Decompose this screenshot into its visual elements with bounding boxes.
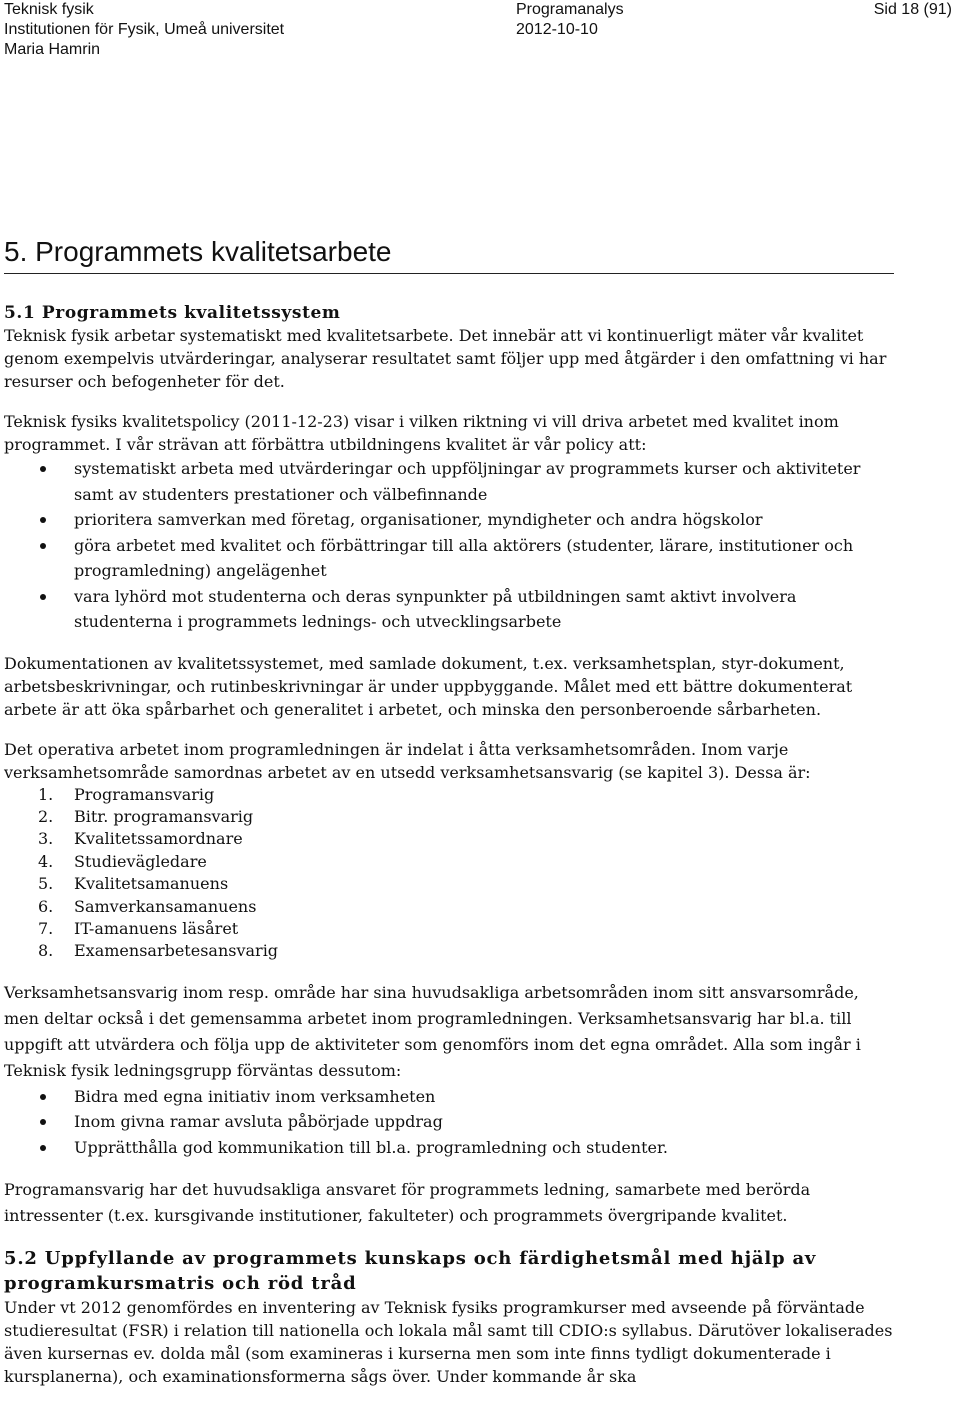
roles-list xyxy=(4,784,894,963)
paragraph: Under vt 2012 genomfördes en inventering av Teknisk fysiks programkurser med avseende på förväntade studieresultat (FSR) i relation till nationella och lokala mål samt till CDIO:s syllabus. Därutöver lokaliserades även kursernas ev. dolda mål (som examineras i kurserna men som inte finns tydligt dokumenterade i kursplanerna), och examinationsformerna sågs över. Under kommande år ska xyxy=(4,1298,893,1387)
list-item: Inom givna ramar avsluta påbörjade uppdrag xyxy=(4,1109,894,1135)
bullet-icon xyxy=(40,1119,46,1125)
duties-list xyxy=(4,1084,894,1161)
list-item: göra arbetet med kvalitet och förbättringar till alla aktörers (studenter, lärare, institutioner och programledning) angelägenhet xyxy=(4,533,894,584)
list-item: vara lyhörd mot studenterna och deras synpunkter på utbildningen samt aktivt involvera studenterna i programmets lednings- och utvecklingsarbete xyxy=(4,584,894,635)
chapter-title: 5. Programmets kvalitetsarbete xyxy=(4,234,894,274)
list-item: Bidra med egna initiativ inom verksamheten xyxy=(4,1084,894,1110)
page-body xyxy=(4,302,894,1388)
header-page-number: Sid 18 (91) xyxy=(873,1,952,18)
bullet-icon xyxy=(40,517,46,523)
bullet-icon xyxy=(40,594,46,600)
header-author: Maria Hamrin xyxy=(4,41,101,58)
header-program: Teknisk fysik xyxy=(4,1,94,18)
header-left xyxy=(4,0,284,60)
list-item: 7. IT-amanuens läsåret xyxy=(38,918,239,938)
header-doc-title: Programanalys xyxy=(516,1,624,18)
list-item: 6. Samverkansamanuens xyxy=(38,896,257,916)
bullet-icon xyxy=(40,543,46,549)
header-department: Institutionen för Fysik, Umeå universitet xyxy=(4,21,285,38)
list-item: 4. Studievägledare xyxy=(38,851,207,871)
list-item: prioritera samverkan med företag, organisationer, myndigheter och andra högskolor xyxy=(4,507,894,533)
bullet-icon xyxy=(40,1094,46,1100)
paragraph: Programansvarig har det huvudsakliga ansvaret för programmets ledning, samarbete med berörda intressenter (t.ex. kursgivande institutioner, fakulteter) och programmets övergripande kvalitet. xyxy=(4,1180,811,1226)
paragraph: Dokumentationen av kvalitetssystemet, med samlade dokument, t.ex. verksamhetsplan, styr-dokument, arbetsbeskrivningar, och rutinbeskrivningar är under uppbyggande. Målet med ett bättre dokumenterat arbete är att öka spårbarhet och generalitet i arbetet, och minska den personberoende sårbarheten. xyxy=(4,653,853,719)
list-item: 2. Bitr. programansvarig xyxy=(38,806,254,826)
header-date: 2012-10-10 xyxy=(516,21,598,38)
paragraph: Teknisk fysik arbetar systematiskt med kvalitetsarbete. Det innebär att vi kontinuerligt mäter vår kvalitet genom exempelvis utvärderingar, analyserar resultatet samt följer upp med åtgärder i den omfattning vi har resurser och befogenheter för det. xyxy=(4,326,887,391)
header-middle xyxy=(516,0,624,40)
section-heading-5-1: 5.1 Programmets kvalitetssystem xyxy=(4,303,341,323)
page-header xyxy=(0,0,960,62)
list-item: Upprätthålla god kommunikation till bl.a. programledning och studenter. xyxy=(4,1135,894,1161)
list-item: 3. Kvalitetssamordnare xyxy=(38,829,243,849)
list-item: 5. Kvalitetsamanuens xyxy=(38,874,229,894)
paragraph: Teknisk fysiks kvalitetspolicy (2011-12-23) visar i vilken riktning vi vill driva arbetet med kvalitet inom programmet. I vår strävan att förbättra utbildningens kvalitet är vår policy att: xyxy=(4,412,839,454)
list-item: systematiskt arbeta med utvärderingar och uppföljningar av programmets kurser och aktiviteter samt av studenters prestationer och välbefinnande xyxy=(4,456,894,507)
paragraph: Det operativa arbetet inom programledningen är indelat i åtta verksamhetsområden. Inom varje verksamhetsområde samordnas arbetet av en utsedd verksamhetsansvarig (se kapitel 3). Dessa är: xyxy=(4,739,811,782)
bullet-icon xyxy=(40,466,46,472)
list-item: 1. Programansvarig xyxy=(38,784,215,804)
list-item: 8. Examensarbetesansvarig xyxy=(38,941,279,961)
policy-list xyxy=(4,456,894,635)
bullet-icon xyxy=(40,1145,46,1151)
section-heading-5-2: 5.2 Uppfyllande av programmets kunskaps och färdighetsmål med hjälp av programkursmatris och röd tråd xyxy=(4,1248,817,1295)
paragraph: Verksamhetsansvarig inom resp. område har sina huvudsakliga arbetsområden inom sitt ansvarsområde, men deltar också i det gemensamma arbetet inom programledningen. Verksamhetsansvarig har bl.a. till uppgift att utvärdera och följa upp de aktiviteter som genomförs inom det egna området. Alla som ingår i Teknisk fysik ledningsgrupp förväntas dessutom: xyxy=(4,982,861,1080)
